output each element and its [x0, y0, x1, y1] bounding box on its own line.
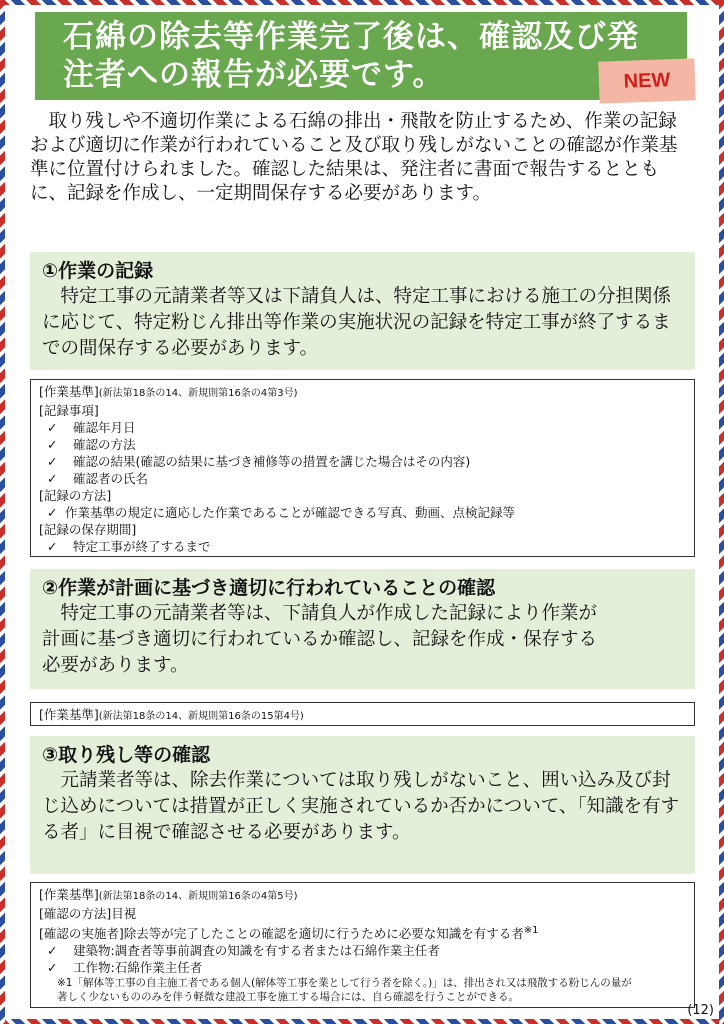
list-item: ✓ 確認の方法: [47, 437, 136, 452]
section-3-box: [30, 736, 695, 874]
std1-label: [作業基準]: [39, 384, 99, 399]
list-item: ✓ 作業基準の規定に適応した作業であることが確認できる写真、動画、点検記録等: [47, 505, 516, 520]
std1-group2-title: [記録の方法]: [39, 488, 112, 503]
section-3-body: 元請業者等は、除去作業については取り残しがないこと、囲い込み及び封じ込めについては措置が正しく実施されているか否かについて、「知識を有する者」に目視で確認させる必要があります。: [42, 770, 680, 843]
section-2-box: [30, 569, 695, 689]
section-2-heading: ②作業が計画に基づき適切に行われていることの確認: [42, 577, 496, 599]
new-badge: NEW: [598, 58, 695, 103]
check-icon: ✓: [47, 539, 58, 554]
list-item: ✓ 確認の結果(確認の結果に基づき補修等の措置を講じた場合はその内容): [47, 454, 471, 469]
standard-box-2: [30, 702, 695, 726]
section-1-body: 特定工事の元請業者等又は下請負人は、特定工事における施工の分担関係に応じて、特定粉じん排出等作業の実施状況の記録を特定工事が終了するまでの間保存する必要があります。: [42, 286, 672, 359]
std3-executor-sup: ※1: [523, 925, 539, 936]
std3-ref: (新法第18条の14、新規則第16条の4第5号): [98, 891, 298, 902]
top-border: [0, 0, 724, 5]
intro-paragraph: 取り残しや不適切作業による石綿の排出・飛散を防止するため、作業の記録および適切に作業が行われていること及び取り残しがないことの確認が作業基準に位置付けられました。確認した結果は、発注者に書面で報告するとともに、記録を作成し、一定期間保存する必要があります。: [30, 111, 678, 204]
std1-group1-title: [記録事項]: [39, 403, 99, 418]
std1-group3-title: [記録の保存期間]: [39, 522, 137, 537]
page-number: (12): [687, 1003, 714, 1018]
standard-box-3: [30, 882, 695, 1008]
right-border: [719, 0, 724, 1024]
std2-ref: (新法第18条の14、新規則第16条の15第4号): [98, 711, 304, 722]
list-item: ✓ 確認者の氏名: [47, 471, 149, 486]
list-item: ✓ 建築物:調査者等事前調査の知識を有する者または石綿作業主任者: [47, 943, 440, 959]
title-banner: [35, 12, 687, 100]
list-item: ✓ 確認年月日: [47, 420, 136, 435]
section-1-box: [30, 252, 695, 370]
standard-box-1: [30, 379, 695, 557]
check-icon: ✓: [47, 505, 58, 520]
title-line-1: 石綿の除去等作業完了後は、確認及び発: [63, 19, 639, 55]
std3-footnote: ※1「解体等工事の自主施工者である個人(解体等工事を業として行う者を除く。)」は、排出され又は飛散する粉じんの量が著しく少ないもののみを伴う軽微な建設工事を施工する場合には、自ら確認を行うことができる。: [57, 977, 632, 1004]
section-1-heading: ①作業の記録: [42, 260, 154, 282]
std3-method: [確認の方法]目視: [39, 906, 137, 921]
std2-label: [作業基準]: [39, 707, 99, 722]
std3-label: [作業基準]: [39, 887, 99, 902]
check-icon: ✓: [47, 420, 58, 435]
check-icon: ✓: [47, 454, 58, 469]
check-icon: ✓: [47, 437, 58, 452]
section-2-body: 特定工事の元請業者等は、下請負人が作成した記録により作業が計画に基づき適切に行われているか確認し、記録を作成・保存する必要があります。: [42, 603, 598, 676]
list-item: ✓ 工作物:石綿作業主任者: [47, 960, 203, 976]
bottom-border: [0, 1019, 724, 1024]
std1-ref: (新法第18条の14、新規則第16条の4第3号): [98, 388, 298, 399]
list-item: ✓ 特定工事が終了するまで: [47, 539, 211, 554]
section-3-heading: ③取り残し等の確認: [42, 744, 211, 766]
title-line-2: 注者への報告が必要です。: [63, 57, 445, 93]
std3-executor: [確認の実施者]除去等が完了したことの確認を適切に行うために必要な知識を有する者: [39, 926, 524, 942]
check-icon: ✓: [47, 943, 58, 959]
left-border: [0, 0, 5, 1024]
check-icon: ✓: [47, 960, 58, 976]
check-icon: ✓: [47, 471, 58, 486]
